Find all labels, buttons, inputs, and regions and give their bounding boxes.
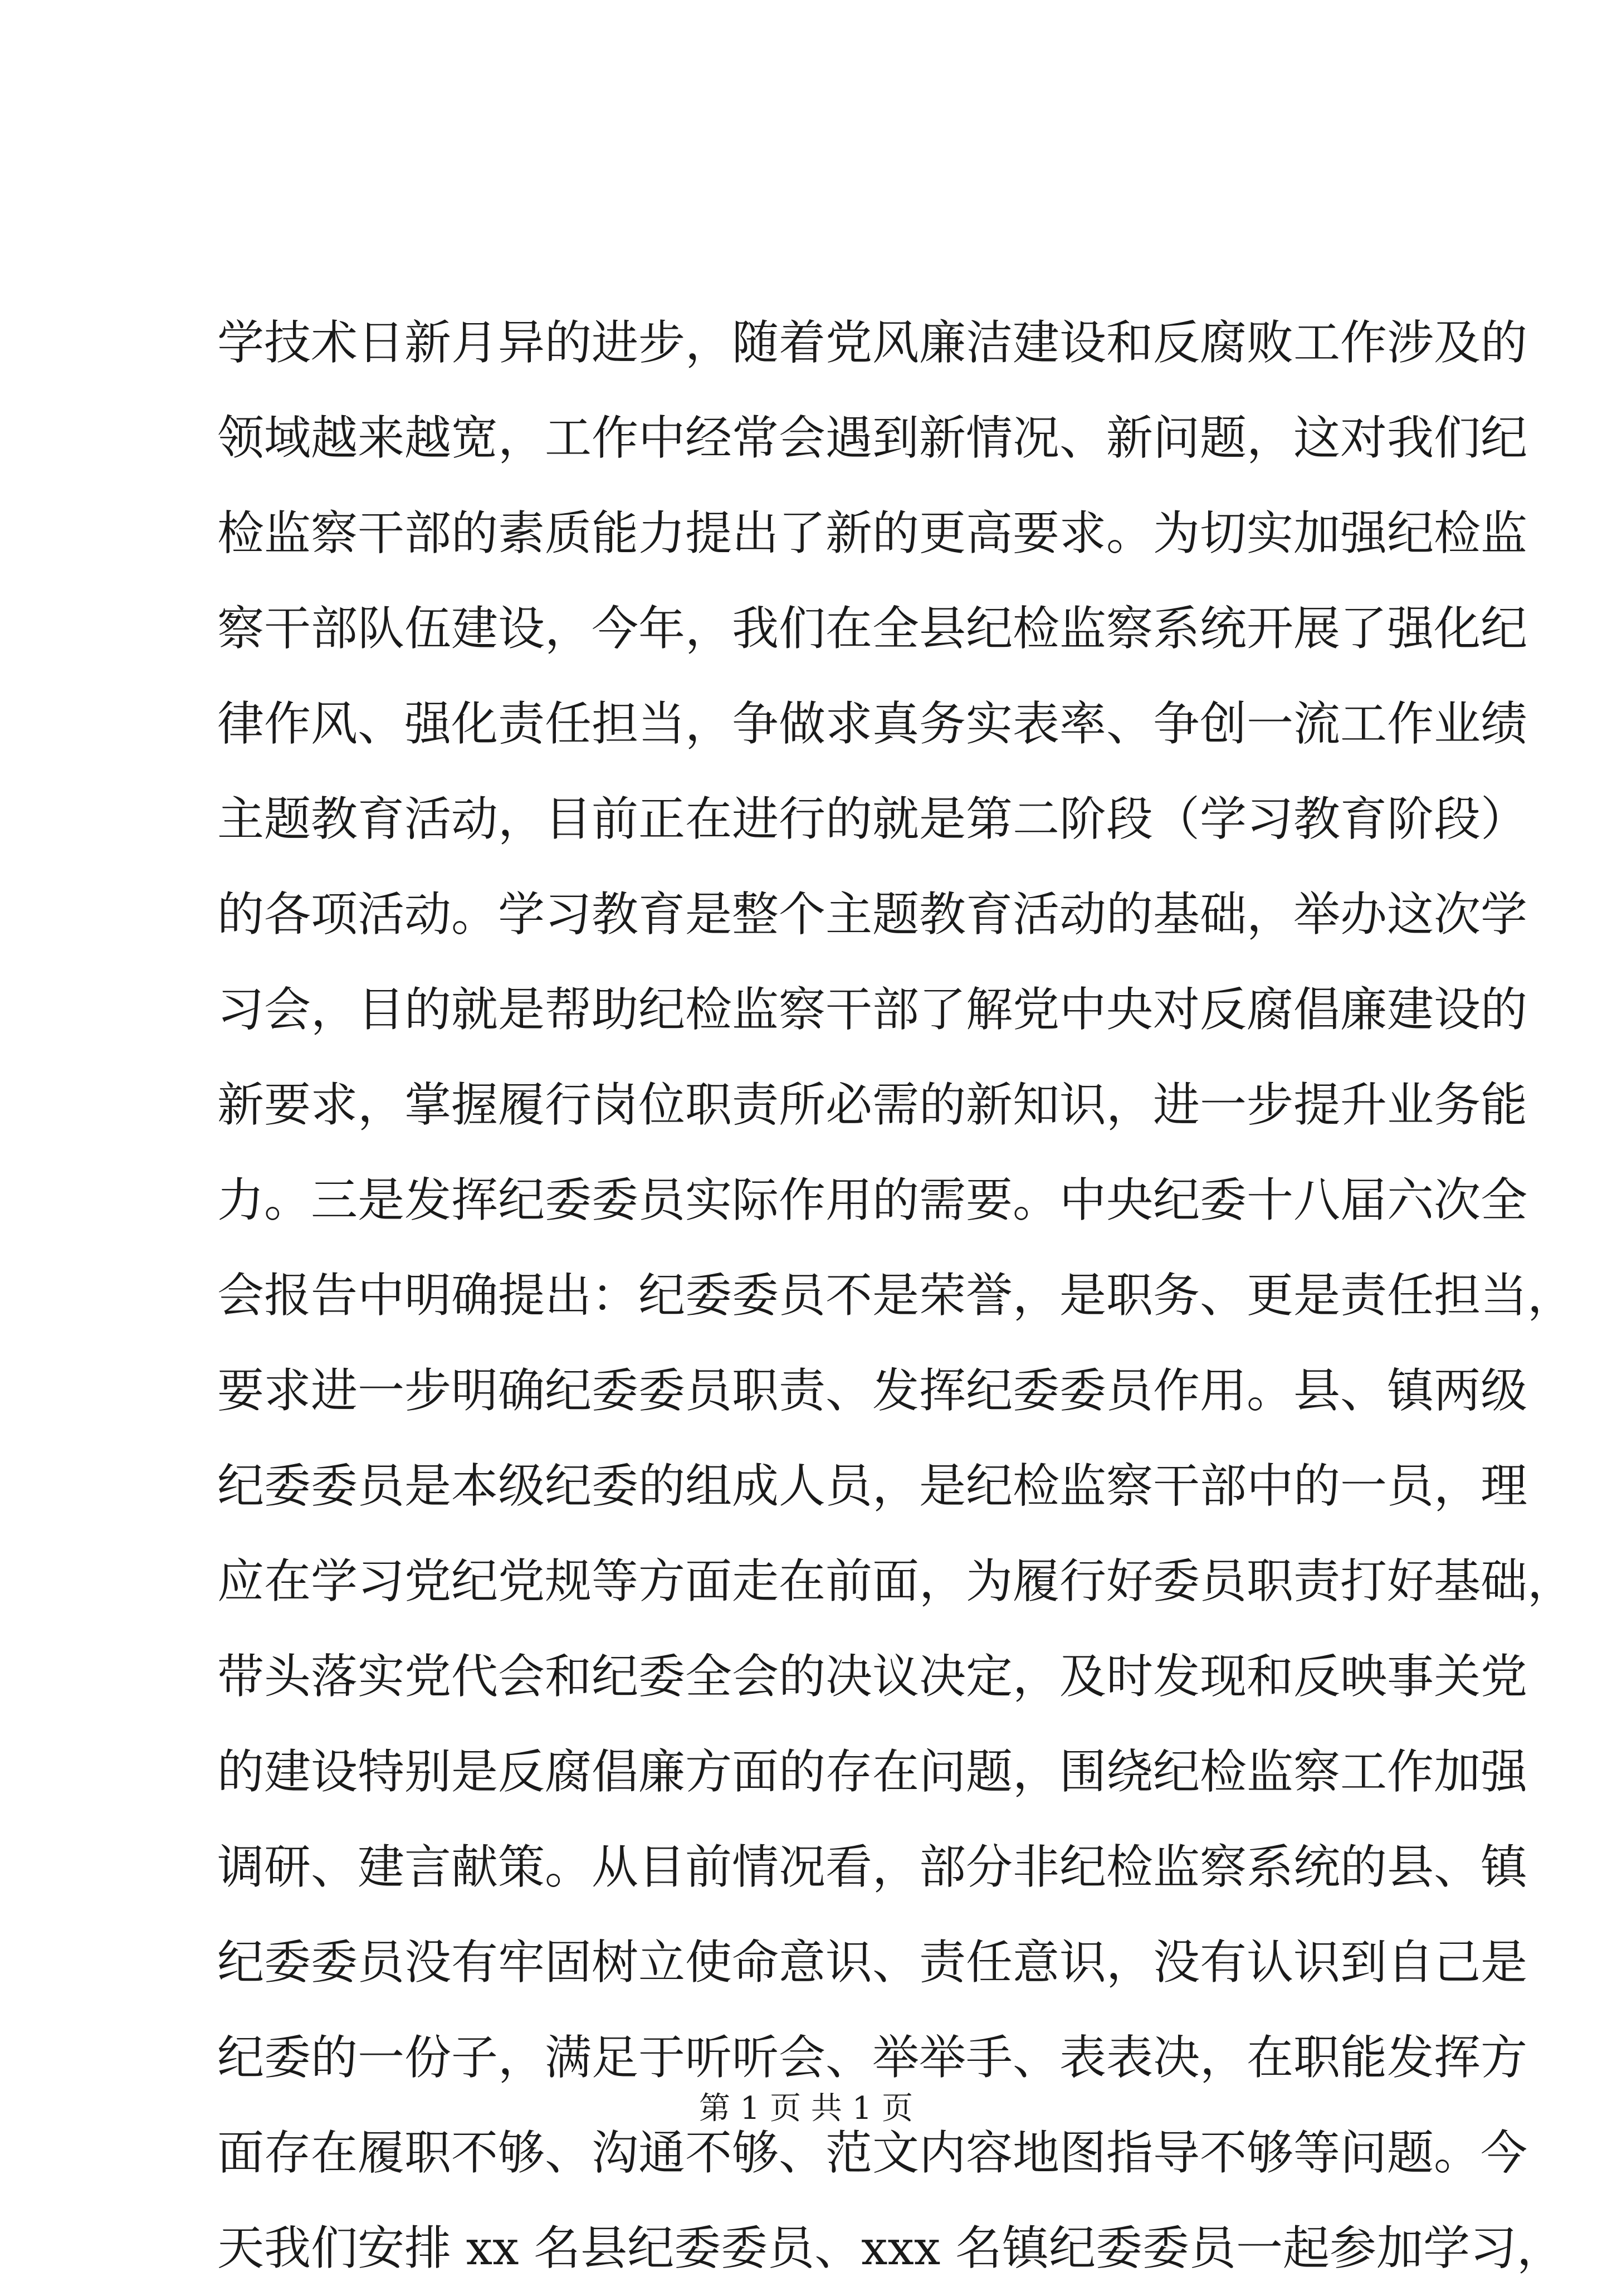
- text-line: 面存在履职不够、沟通不够、范文内容地图指导不够等问题。今: [217, 2126, 1528, 2180]
- page-number-label: 第 1 页 共 1 页: [698, 2090, 914, 2127]
- text-line: 要求进一步明确纪委委员职责、发挥纪委委员作用。县、镇两级: [217, 1363, 1528, 1418]
- text-line: 会报告中明确提出：纪委委员不是荣誉，是职务、更是责任担当，: [217, 1268, 1575, 1323]
- text-line: 学技术日新月异的进步，随着党风廉洁建设和反腐败工作涉及的: [217, 315, 1528, 370]
- page-footer: [0, 2087, 1612, 2131]
- body-text: [217, 295, 1575, 2296]
- text-line: 带头落实党代会和纪委全会的决议决定，及时发现和反映事关党: [217, 1649, 1528, 1704]
- text-line: 律作风、强化责任担当，争做求真务实表率、争创一流工作业绩: [217, 696, 1528, 751]
- text-line: 的各项活动。学习教育是整个主题教育活动的基础，举办这次学: [217, 887, 1528, 942]
- text-line: 习会，目的就是帮助纪检监察干部了解党中央对反腐倡廉建设的: [217, 982, 1528, 1037]
- text-line: 的建设特别是反腐倡廉方面的存在问题，围绕纪检监察工作加强: [217, 1744, 1528, 1799]
- text-line: 应在学习党纪党规等方面走在前面，为履行好委员职责打好基础，: [217, 1554, 1575, 1608]
- text-line: 纪委委员是本级纪委的组成人员，是纪检监察干部中的一员，理: [217, 1459, 1528, 1513]
- text-line: 天我们安排 xx 名县纪委委员、xxx 名镇纪委委员一起参加学习，: [217, 2221, 1564, 2275]
- text-line: 检监察干部的素质能力提出了新的更高要求。为切实加强纪检监: [217, 506, 1528, 560]
- text-line: 力。三是发挥纪委委员实际作用的需要。中央纪委十八届六次全: [217, 1173, 1528, 1227]
- text-line: 新要求，掌握履行岗位职责所必需的新知识，进一步提升业务能: [217, 1078, 1528, 1132]
- text-line: 纪委委员没有牢固树立使命意识、责任意识，没有认识到自己是: [217, 1935, 1528, 1990]
- text-line: 调研、建言献策。从目前情况看，部分非纪检监察系统的县、镇: [217, 1840, 1528, 1894]
- text-line: 主题教育活动，目前正在进行的就是第二阶段（学习教育阶段）: [217, 792, 1528, 846]
- text-line: 领域越来越宽，工作中经常会遇到新情况、新问题，这对我们纪: [217, 411, 1528, 465]
- text-line: 察干部队伍建设，今年，我们在全县纪检监察系统开展了强化纪: [217, 601, 1528, 656]
- text-line: 纪委的一份子，满足于听听会、举举手、表表决，在职能发挥方: [217, 2030, 1528, 2085]
